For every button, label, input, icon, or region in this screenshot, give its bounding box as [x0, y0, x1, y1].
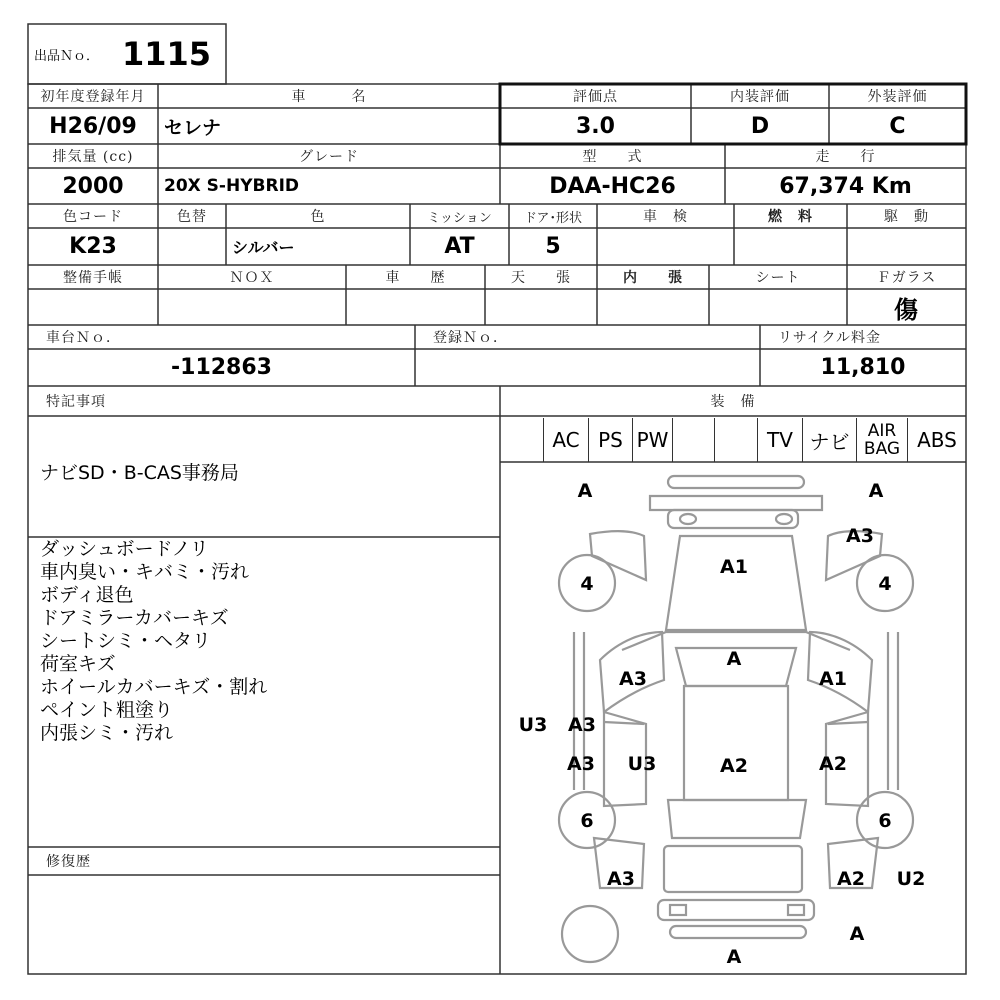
equipment-item — [715, 418, 758, 462]
damage-mark: U3 — [627, 753, 657, 775]
equipment-item — [500, 418, 544, 462]
equipment-item: TV — [758, 418, 803, 462]
color-value: シルバー — [232, 238, 295, 257]
note-line: 荷室キズ — [40, 653, 116, 675]
inspection-value — [597, 228, 734, 265]
note-line: ダッシュボードノリ — [40, 538, 209, 560]
note-line: 車内臭い・キバミ・汚れ — [40, 561, 250, 583]
glass-value: 傷 — [894, 295, 918, 324]
damage-mark: A — [577, 480, 593, 502]
equipment-item: AC — [544, 418, 589, 462]
exterior-value: C — [889, 113, 906, 139]
lot-number: 1115 — [122, 35, 212, 73]
score-header: 評価点 — [573, 89, 618, 105]
equipment-item: AIR BAG — [857, 418, 908, 462]
recycle-value: 11,810 — [820, 355, 906, 380]
note-line: 内張シミ・汚れ — [40, 722, 174, 744]
history-header: 車 歴 — [385, 270, 446, 286]
chassis-header: 車台Ｎｏ． — [46, 330, 121, 346]
reg-value: H26/09 — [49, 113, 137, 139]
nox-header: ＮＯＸ — [229, 270, 275, 286]
seat-header: シート — [755, 270, 801, 286]
regno-value — [415, 349, 760, 386]
color-code-header: 色コード — [63, 209, 123, 225]
note-line: ドアミラーカバーキズ — [40, 607, 229, 629]
damage-mark: A1 — [720, 556, 748, 578]
equipment-item: ABS — [917, 428, 957, 452]
score-value: 3.0 — [576, 113, 615, 139]
damage-mark: A3 — [846, 525, 874, 547]
notes-top: ナビSD・B-CAS事務局 — [40, 462, 239, 484]
damage-mark: U2 — [896, 868, 926, 890]
interior-value: D — [750, 113, 770, 139]
chassis-value: -112863 — [171, 355, 272, 380]
damage-mark: A — [726, 648, 742, 670]
damage-mark: 6 — [580, 810, 594, 832]
damage-mark: A3 — [568, 714, 596, 736]
repair-header: 修復歴 — [46, 854, 91, 870]
maintenance-header: 整備手帳 — [63, 270, 123, 286]
damage-mark: A — [868, 480, 884, 502]
door-value: 5 — [545, 234, 561, 259]
damage-mark: A2 — [819, 753, 847, 775]
exterior-header: 外装評価 — [867, 89, 928, 105]
note-line: ペイント粗塗り — [40, 699, 174, 721]
fuel-header: 燃 料 — [768, 209, 813, 225]
inspection-header: 車 検 — [643, 209, 688, 225]
note-line: ホイールカバーキズ・割れ — [40, 676, 268, 698]
model-header: 型 式 — [582, 149, 643, 165]
color-code-value: K23 — [69, 234, 117, 259]
color-header: 色 — [310, 209, 326, 225]
equipment-item — [673, 418, 715, 462]
grade-header: グレード — [299, 149, 359, 165]
equipment-item: ナビ — [803, 418, 857, 462]
grade-value: 20X S-HYBRID — [164, 176, 300, 196]
notes-list — [40, 538, 267, 745]
mission-value: AT — [444, 234, 475, 259]
damage-mark: A — [726, 946, 742, 968]
name-value: セレナ — [164, 116, 222, 139]
drive-header: 駆 動 — [884, 209, 929, 225]
inner-header: 内 張 — [623, 270, 683, 286]
sunroof-header: 天 張 — [511, 270, 571, 286]
damage-mark: 6 — [878, 810, 892, 832]
damage-mark: 4 — [878, 573, 892, 595]
damage-mark: U3 — [518, 714, 548, 736]
damage-mark: 4 — [580, 573, 594, 595]
door-header: ドア･形状 — [523, 210, 583, 226]
notes-header: 特記事項 — [46, 394, 106, 410]
reg-header: 初年度登録年月 — [40, 89, 146, 105]
note-line: シートシミ・ヘタリ — [40, 630, 212, 652]
regno-header: 登録Ｎｏ． — [433, 330, 508, 346]
damage-mark: A2 — [837, 868, 865, 890]
damage-mark: A3 — [607, 868, 635, 890]
displacement-value: 2000 — [62, 173, 124, 199]
fuel-value — [734, 228, 847, 265]
mission-header: ミッション — [427, 210, 492, 226]
displacement-header: 排気量 (cc) — [52, 149, 134, 165]
lot-label: 出品Ｎｏ． — [34, 48, 100, 64]
mileage-value: 67,374 Km — [779, 173, 912, 199]
equipment-item: PS — [589, 418, 633, 462]
interior-header: 内装評価 — [730, 89, 790, 105]
equipment-header: 装 備 — [710, 394, 756, 410]
note-line: ボディ退色 — [40, 584, 134, 606]
damage-mark: A3 — [567, 753, 595, 775]
glass-header: Ｆガラス — [876, 270, 937, 286]
mileage-header: 走 行 — [815, 149, 876, 165]
recycle-header: リサイクル料金 — [778, 330, 882, 346]
name-header: 車 名 — [291, 89, 367, 105]
model-value: DAA-HC26 — [549, 173, 676, 199]
repaint-header: 色替 — [177, 209, 207, 225]
damage-mark: A3 — [619, 668, 647, 690]
damage-mark: A2 — [720, 755, 748, 777]
damage-mark: A1 — [819, 668, 847, 690]
equipment-item: PW — [633, 418, 673, 462]
repaint-value — [158, 228, 226, 265]
drive-value — [847, 228, 966, 265]
damage-mark: A — [849, 923, 865, 945]
